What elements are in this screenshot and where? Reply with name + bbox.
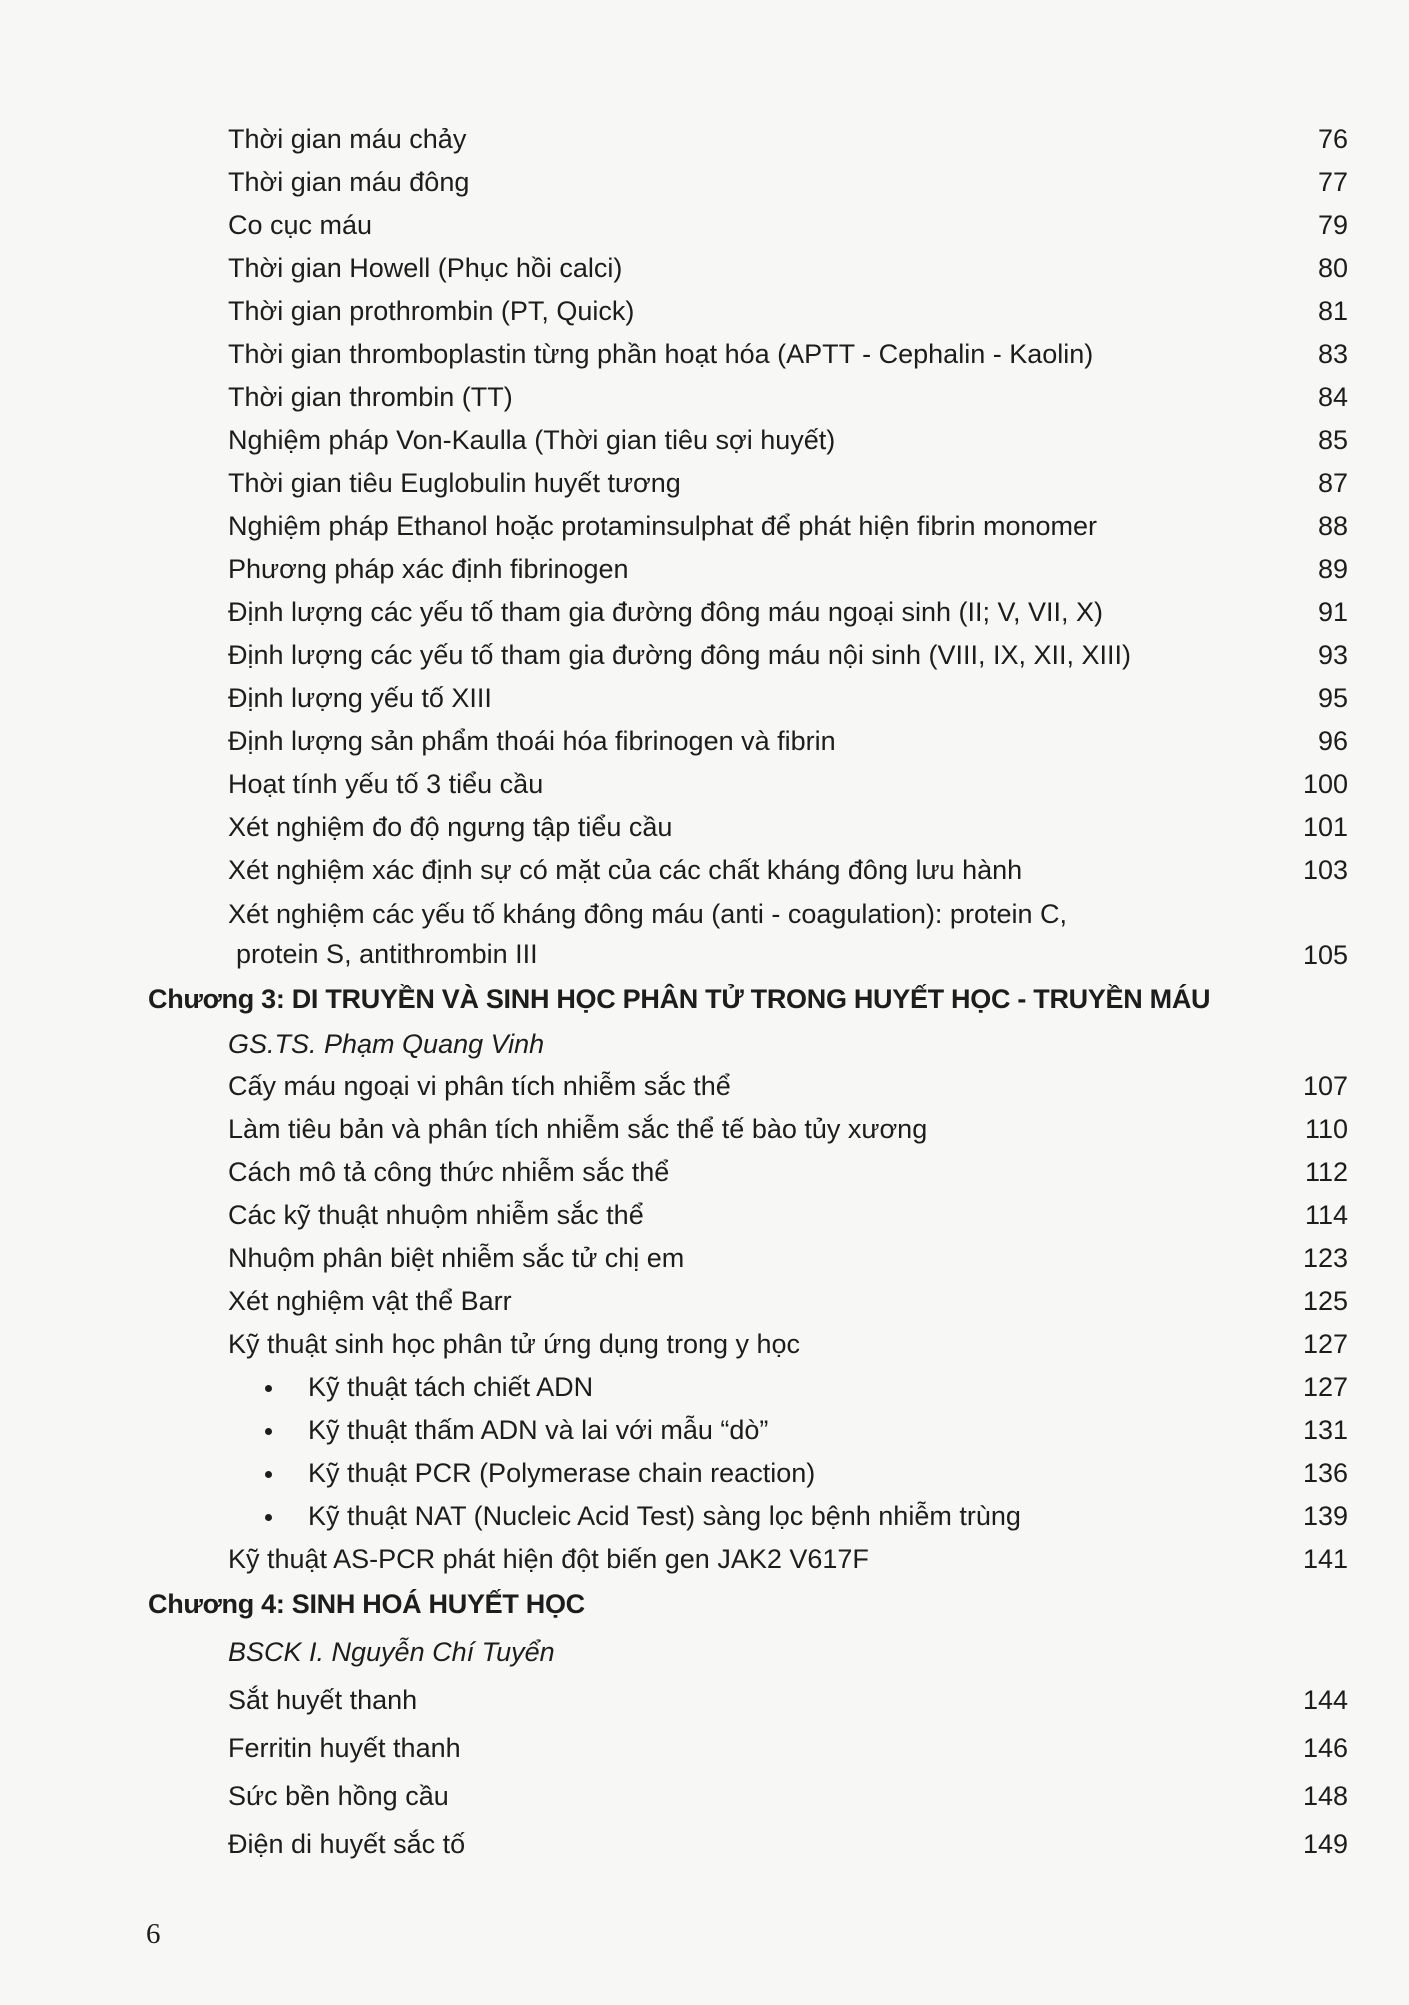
page-number: 6 (146, 1918, 161, 1950)
toc-bullet-entry (148, 1495, 1348, 1538)
toc-entry-title: Hoạt tính yếu tố 3 tiểu cầu (228, 769, 544, 799)
toc-entry-page: 84 (1317, 382, 1348, 412)
toc-entry-page: 125 (1302, 1286, 1348, 1316)
toc-entry-title: Các kỹ thuật nhuộm nhiễm sắc thể (228, 1200, 644, 1230)
toc-entry-title: Định lượng sản phẩm thoái hóa fibrinogen và fibrin (228, 726, 836, 756)
bullet-icon (265, 1385, 272, 1392)
toc-entry-title: Cấy máu ngoại vi phân tích nhiễm sắc thể (228, 1071, 731, 1101)
toc-entry (148, 247, 1348, 290)
toc-entry (148, 1724, 1348, 1772)
toc-entry (148, 118, 1348, 161)
toc-entry-page: 127 (1302, 1329, 1348, 1359)
toc-entry-page: 88 (1317, 511, 1348, 541)
toc-entry (148, 1280, 1348, 1323)
toc-entry (148, 1108, 1348, 1151)
toc-entry-title: Thời gian thrombin (TT) (228, 382, 513, 412)
toc-entry-page: 149 (1302, 1829, 1348, 1859)
toc-entry-title: Điện di huyết sắc tố (228, 1829, 466, 1859)
toc-entry-page: 148 (1302, 1781, 1348, 1811)
toc-entry-page: 100 (1302, 769, 1348, 799)
toc-entry-title: Phương pháp xác định fibrinogen (228, 554, 629, 584)
toc-entry-page: 105 (1302, 940, 1348, 970)
toc-entry-page: 95 (1317, 683, 1348, 713)
toc-entry-title: Thời gian tiêu Euglobulin huyết tương (228, 468, 681, 498)
toc-entry-title: Cách mô tả công thức nhiễm sắc thể (228, 1157, 670, 1187)
toc-entry-title: Định lượng các yếu tố tham gia đường đông máu ngoại sinh (II; V, VII, X) (228, 597, 1104, 627)
toc-entry-page: 89 (1317, 554, 1348, 584)
toc-entry-page: 79 (1317, 210, 1348, 240)
toc-entry-title: Xét nghiệm xác định sự có mặt của các chất kháng đông lưu hành (228, 855, 1023, 885)
toc-entry-page: 85 (1317, 425, 1348, 455)
toc-entry (148, 1676, 1348, 1724)
toc-entry-title: Xét nghiệm đo độ ngưng tập tiểu cầu (228, 812, 673, 842)
toc-entry (148, 161, 1348, 204)
toc-entry-title: Thời gian máu đông (228, 167, 470, 197)
toc-entry (148, 720, 1348, 763)
toc-entry (148, 1237, 1348, 1280)
toc-entry-title: Xét nghiệm vật thể Barr (228, 1286, 512, 1316)
toc-bullet-entry (148, 1366, 1348, 1409)
toc-entry-page: 114 (1304, 1200, 1348, 1230)
toc-entry-page: 76 (1317, 124, 1348, 154)
toc-entry (148, 548, 1348, 591)
toc-entry-title: Thời gian máu chảy (228, 124, 467, 154)
chapter-title: Chương 3: DI TRUYỀN VÀ SINH HỌC PHÂN TỬ TRONG HUYẾT HỌC - TRUYỀN MÁU (148, 984, 1211, 1014)
toc-entry-title: Nghiệm pháp Ethanol hoặc protaminsulphat để phát hiện fibrin monomer (228, 511, 1098, 541)
toc-entry (148, 505, 1348, 548)
toc-entry-page: 93 (1317, 640, 1348, 670)
toc-entry (148, 806, 1348, 849)
toc-entry-title: Ferritin huyết thanh (228, 1733, 461, 1763)
toc-entry (148, 462, 1348, 505)
toc-entry-page: 146 (1302, 1733, 1348, 1763)
toc-entry-title (228, 894, 1067, 974)
toc-entry-title: Thời gian Howell (Phục hồi calci) (228, 253, 623, 283)
toc-entry (148, 763, 1348, 806)
toc-entry-page: 110 (1304, 1114, 1348, 1144)
toc-bullet-entry (148, 1409, 1348, 1452)
chapter-heading (148, 1581, 1348, 1628)
toc-entry-title: Sắt huyết thanh (228, 1685, 418, 1715)
toc-entry-page: 103 (1302, 855, 1348, 885)
toc-entry-title: Sức bền hồng cầu (228, 1781, 449, 1811)
toc-entry-title: Nghiệm pháp Von-Kaulla (Thời gian tiêu sợi huyết) (228, 425, 836, 455)
toc-entry (148, 1151, 1348, 1194)
toc-entry (148, 1323, 1348, 1366)
toc-entry (148, 376, 1348, 419)
toc-entry-title: Kỹ thuật sinh học phân tử ứng dụng trong y học (228, 1329, 801, 1359)
toc-entry-page: 77 (1317, 167, 1348, 197)
toc-entry-page: 144 (1302, 1685, 1348, 1715)
bullet-icon (265, 1428, 272, 1435)
toc-entry-title: Định lượng các yếu tố tham gia đường đông máu nội sinh (VIII, IX, XII, XIII) (228, 640, 1131, 670)
toc-entry (148, 849, 1348, 892)
toc-entry-multiline (148, 892, 1348, 976)
toc-entry-title: Kỹ thuật AS-PCR phát hiện đột biến gen JAK2 V617F (228, 1544, 869, 1574)
toc-entry-page: 83 (1317, 339, 1348, 369)
toc-entry-page: 107 (1302, 1071, 1348, 1101)
toc-entry-title: Kỹ thuật thấm ADN và lai với mẫu “dò” (308, 1415, 769, 1445)
toc-entry-page: 87 (1317, 468, 1348, 498)
toc-entry-title: Kỹ thuật PCR (Polymerase chain reaction) (308, 1458, 816, 1488)
toc-entry-title: Kỹ thuật NAT (Nucleic Acid Test) sàng lọc bệnh nhiễm trùng (308, 1501, 1021, 1531)
toc-entry-title: Thời gian thromboplastin từng phần hoạt hóa (APTT - Cephalin - Kaolin) (228, 339, 1094, 369)
toc-bullet-entry (148, 1452, 1348, 1495)
toc-entry-title: Kỹ thuật tách chiết ADN (308, 1372, 594, 1402)
toc-entry (148, 1194, 1348, 1237)
toc-entry-title: Định lượng yếu tố XIII (228, 683, 492, 713)
bullet-icon (265, 1514, 272, 1521)
author-name: BSCK I. Nguyễn Chí Tuyển (228, 1637, 555, 1667)
toc-entry-page: 139 (1302, 1501, 1348, 1531)
toc-entry-page: 96 (1317, 726, 1348, 756)
toc-entry (148, 1820, 1348, 1868)
toc-entry-page: 131 (1302, 1415, 1348, 1445)
toc-entry-page: 136 (1302, 1458, 1348, 1488)
toc-entry-title: Nhuộm phân biệt nhiễm sắc tử chị em (228, 1243, 685, 1273)
toc-entry-page: 91 (1317, 597, 1348, 627)
toc-entry (148, 290, 1348, 333)
chapter-title: Chương 4: SINH HOÁ HUYẾT HỌC (148, 1589, 585, 1619)
author-name: GS.TS. Phạm Quang Vinh (228, 1029, 545, 1059)
toc-entry-page: 81 (1317, 296, 1348, 326)
toc-entry-title: Làm tiêu bản và phân tích nhiễm sắc thể tế bào tủy xương (228, 1114, 928, 1144)
toc-entry-title-line1: Xét nghiệm các yếu tố kháng đông máu (anti - coagulation): protein C, (228, 899, 1067, 929)
toc-entry (148, 1065, 1348, 1108)
toc-entry (148, 677, 1348, 720)
toc-entry (148, 1538, 1348, 1581)
toc-entry-page: 141 (1302, 1544, 1348, 1574)
toc-entry-page: 123 (1302, 1243, 1348, 1273)
toc-entry (148, 204, 1348, 247)
toc-entry-page: 127 (1302, 1372, 1348, 1402)
toc-entry (148, 591, 1348, 634)
toc-entry-title-line2: protein S, antithrombin III (236, 939, 538, 969)
toc-entry-title: Co cục máu (228, 210, 373, 240)
toc-entry-page: 101 (1302, 812, 1348, 842)
table-of-contents (148, 118, 1348, 1868)
toc-entry (148, 419, 1348, 462)
toc-entry (148, 634, 1348, 677)
chapter-author (148, 1628, 1348, 1676)
toc-entry (148, 333, 1348, 376)
toc-entry-page: 80 (1317, 253, 1348, 283)
toc-entry (148, 1772, 1348, 1820)
toc-entry-title: Thời gian prothrombin (PT, Quick) (228, 296, 635, 326)
bullet-icon (265, 1471, 272, 1478)
toc-entry-page: 112 (1304, 1157, 1348, 1187)
chapter-heading (148, 976, 1348, 1023)
chapter-author (148, 1023, 1348, 1065)
